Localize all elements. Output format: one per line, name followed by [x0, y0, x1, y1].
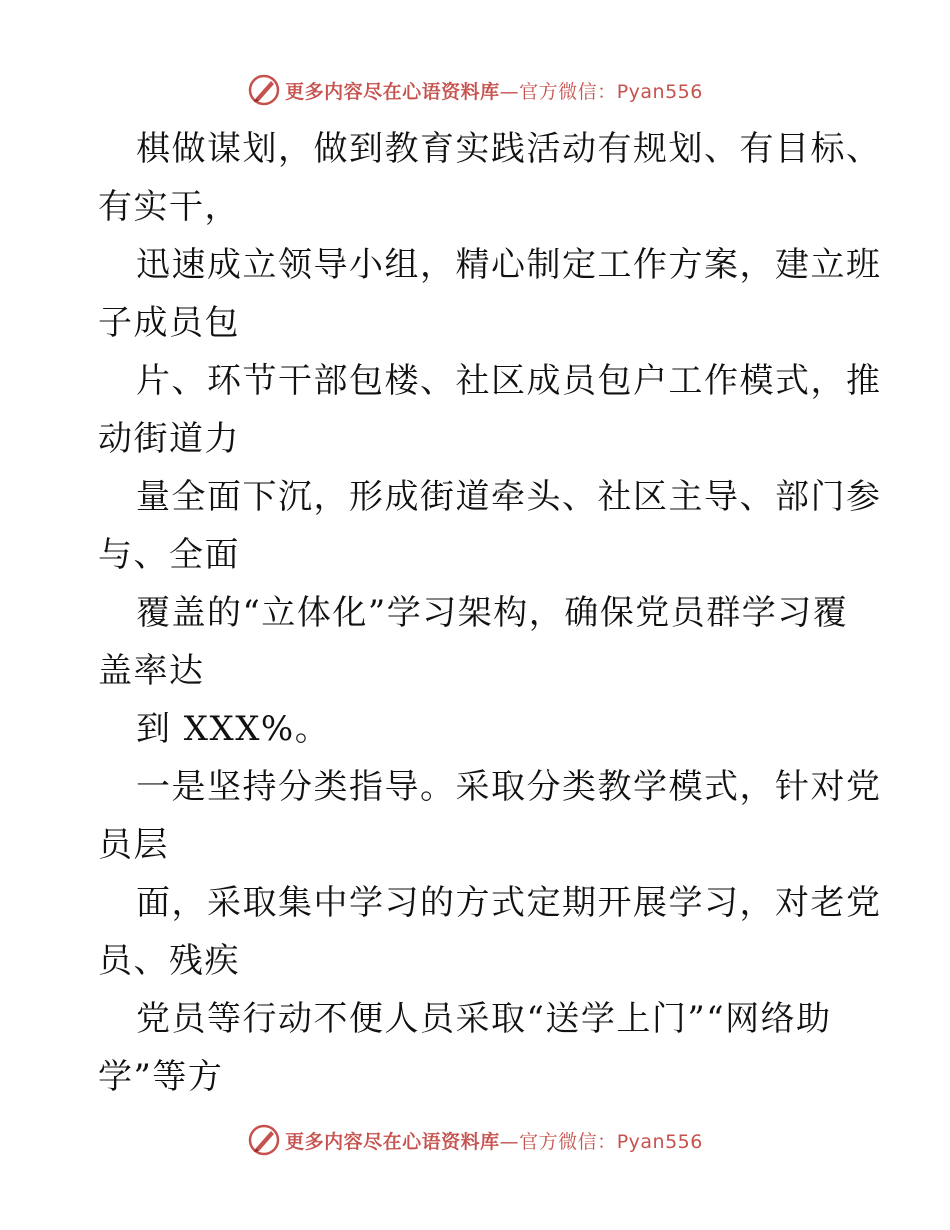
footer-site-name: 更多内容尽在心语资料库: [285, 1130, 500, 1153]
header-banner: [0, 70, 950, 110]
footer-text: [285, 1127, 703, 1154]
body-line: 面，采取集中学习的方式定期开展学习，对老党: [136, 883, 882, 923]
body-line: 党员等行动不便人员采取“送学上门”“网络助: [136, 999, 832, 1039]
body-line: 动街道力: [98, 419, 240, 459]
body-line: 子成员包: [98, 303, 240, 343]
body-line: 员层: [98, 825, 169, 865]
body-line: 迅速成立领导小组，精心制定工作方案，建立班: [136, 245, 882, 285]
footer-dash: —: [499, 1130, 520, 1153]
header-wechat-id: Pyan556: [616, 80, 703, 103]
document-body: [98, 120, 882, 1106]
footer-wechat-label: 官方微信：: [519, 1130, 617, 1153]
footer-banner: [0, 1120, 950, 1160]
body-line: 到 XXX%。: [136, 709, 331, 749]
body-line: 有实干，: [98, 187, 240, 227]
body-line: 片、环节干部包楼、社区成员包户工作模式，推: [136, 361, 882, 401]
header-wechat-label: 官方微信：: [519, 80, 617, 103]
body-line: 覆盖的“立体化”学习架构，确保党员群学习覆: [136, 593, 849, 633]
body-line: 棋做谋划，做到教育实践活动有规划、有目标、: [136, 129, 882, 169]
header-dash: —: [499, 80, 520, 103]
body-line: 盖率达: [98, 651, 205, 691]
body-line: 量全面下沉，形成街道牵头、社区主导、部门参: [136, 477, 882, 517]
body-line: 一是坚持分类指导。采取分类教学模式，针对党: [136, 767, 882, 807]
body-line: 学”等方: [98, 1057, 224, 1097]
header-text: [285, 77, 703, 104]
body-line: 与、全面: [98, 535, 240, 575]
pen-logo-icon: [247, 1123, 281, 1157]
header-site-name: 更多内容尽在心语资料库: [285, 80, 500, 103]
pen-logo-icon: [247, 73, 281, 107]
body-line: 员、残疾: [98, 941, 240, 981]
footer-wechat-id: Pyan556: [616, 1130, 703, 1153]
